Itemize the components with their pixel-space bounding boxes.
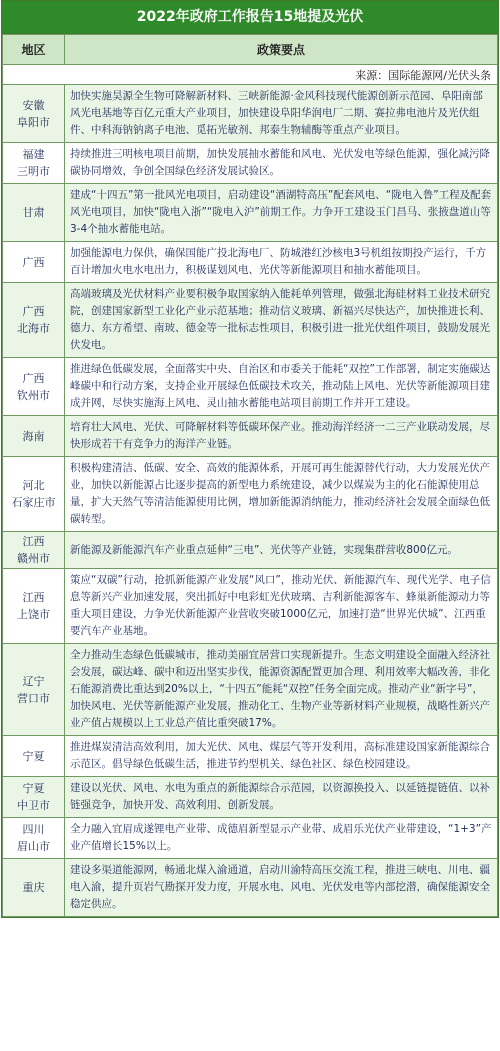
table-row — [3, 184, 498, 242]
policy-cell: 培育壮大风电、光伏、可降解材料等低碳环保产业。推动海洋经济一二三产业联动发展，尽快形成若干有竞争力的海洋产业链。 — [65, 416, 498, 457]
table-row — [3, 859, 498, 917]
policy-cell: 建设多渠道能源网，畅通北煤入渝通道，启动川渝特高压交流工程，推进三峡电、川电、疆电入渝，提升页岩气勘探开发力度，开展水电、风电、光伏发电等内部挖潜，确保能源安全稳定供应。 — [65, 859, 498, 917]
region-cell: 重庆 — [3, 859, 65, 917]
table-row — [3, 644, 498, 736]
policy-cell: 新能源及新能源汽车产业重点延伸“三电”、光伏等产业链，实现集群营收800亿元。 — [65, 532, 498, 569]
table-row — [3, 358, 498, 416]
table-row — [3, 283, 498, 358]
region-cell: 广西 — [3, 242, 65, 283]
policy-cell: 推进煤炭清洁高效利用，加大光伏、风电、煤层气等开发利用，高标准建设国家新能源综合示范区。倡导绿色低碳生活，推进节约型机关、绿色社区、绿色校园建设。 — [65, 736, 498, 777]
region-cell: 福建 三明市 — [3, 143, 65, 184]
policy-cell: 高端玻璃及光伏材料产业要积极争取国家纳入能耗单列管理，做强北海硅材料工业技术研究院，创建国家新型工业化产业示范基地；推动信义玻璃、新福兴尽快达产，加快推进长利、德力、东方希望、南玻、德金等一批标志性项目，积极引进一批光伏组件项目，鼓励发展光伏发电。 — [65, 283, 498, 358]
region-cell: 宁夏 中卫市 — [3, 777, 65, 818]
region-cell: 海南 — [3, 416, 65, 457]
page-title: 2022年政府工作报告15地提及光伏 — [2, 1, 498, 34]
table-row — [3, 85, 498, 143]
region-cell: 辽宁 营口市 — [3, 644, 65, 736]
table-row — [3, 532, 498, 569]
table-row — [3, 569, 498, 644]
policy-table-container — [1, 0, 499, 918]
table-header-row — [3, 35, 498, 65]
region-cell: 宁夏 — [3, 736, 65, 777]
column-header-policy: 政策要点 — [65, 35, 498, 65]
policy-cell: 全力推动生态绿色低碳城市，推动美丽宜居营口实现新提升。生态文明建设全面融入经济社会发展，碳达峰、碳中和迈出坚实步伐，能源资源配置更加合理、利用效率大幅改善，非化石能源消费比重达到20%以上，“十四五”能耗“双控”任务全面完成。推动产业“新字号”，加快风电、光伏等新能源产业发展，推动化工、生物产业等新材料产业规模，战略性新兴产业产值占规模以上工业总产值比重突破17%。 — [65, 644, 498, 736]
policy-table — [2, 34, 498, 917]
source-row — [3, 65, 498, 85]
table-row — [3, 143, 498, 184]
region-cell: 甘肃 — [3, 184, 65, 242]
region-cell: 江西 赣州市 — [3, 532, 65, 569]
table-row — [3, 242, 498, 283]
policy-cell: 建设以光伏、风电、水电为重点的新能源综合示范园，以资源换投入、以延链提链值、以补链强竞争，加快开发、高效利用、创新发展。 — [65, 777, 498, 818]
policy-cell: 全力融入宜眉成遂锂电产业带、成德眉新型显示产业带、成眉乐光伏产业带建设，“1+3”产业产值增长15%以上。 — [65, 818, 498, 859]
policy-cell: 推进绿色低碳发展，全面落实中央、自治区和市委关于能耗“双控”工作部署，制定实施碳达峰碳中和行动方案，支持企业开展绿色低碳技术攻关，推动陆上风电、光伏等新能源项目建成并网，尽快实施海上风电、灵山抽水蓄能电站项目前期工作并开工建设。 — [65, 358, 498, 416]
region-cell: 广西 北海市 — [3, 283, 65, 358]
policy-cell: 积极构建清洁、低碳、安全、高效的能源体系，开展可再生能源替代行动，大力发展光伏产业，加快以新能源占比逐步提高的新型电力系统建设，减少以煤炭为主的化石能源使用总量，扩大天然气等清洁能源使用比例，增加新能源消纳能力，推动经济社会发展全面绿色低碳转型。 — [65, 457, 498, 532]
policy-cell: 建成“十四五”第一批风光电项目，启动建设“酒湖特高压”配套风电、“陇电入鲁”工程及配套风光电项目，加快“陇电入浙”“陇电入沪”前期工作。力争开工建设玉门昌马、张掖盘道山等3-4个抽水蓄能电站。 — [65, 184, 498, 242]
policy-cell: 持续推进三明核电项目前期，加快发展抽水蓄能和风电、光伏发电等绿色能源，强化减污降碳协同增效，争创全国绿色经济发展试验区。 — [65, 143, 498, 184]
table-row — [3, 736, 498, 777]
region-cell: 四川 眉山市 — [3, 818, 65, 859]
region-cell: 河北 石家庄市 — [3, 457, 65, 532]
policy-cell: 加强能源电力保供，确保国能广投北海电厂、防城港红沙核电3号机组按期投产运行，千方百计增加火电水电出力，积极谋划风电、光伏等新能源项目和抽水蓄能项目。 — [65, 242, 498, 283]
region-cell: 安徽 阜阳市 — [3, 85, 65, 143]
policy-cell: 策应“双碳”行动，抢抓新能源产业发展“风口”，推动光伏、新能源汽车、现代光学、电子信息等新兴产业加速发展，突出抓好中电彩虹光伏玻璃、吉利新能源客车、蜂巢新能源动力等重大项目建设，力争光伏新能源产业营收突破1000亿元，加速打造“世界光伏城”、江西重要汽车产业基地。 — [65, 569, 498, 644]
region-cell: 江西 上饶市 — [3, 569, 65, 644]
column-header-region: 地区 — [3, 35, 65, 65]
table-row — [3, 777, 498, 818]
region-cell: 广西 钦州市 — [3, 358, 65, 416]
table-row — [3, 818, 498, 859]
policy-cell: 加快实施昊源全生物可降解新材料、三峡新能源·金风科技现代能源创新示范园、阜阳南部风光电基地等百亿元重大产业项目，加快建设阜阳华润电厂二期、赛拉弗电池片及光伏组件、中科海钠钠离子电池、觅拓光敏剂、邦泰生物辅酶等重点产业项目。 — [65, 85, 498, 143]
table-row — [3, 457, 498, 532]
table-row — [3, 416, 498, 457]
source-note: 来源：国际能源网/光伏头条 — [3, 65, 498, 85]
